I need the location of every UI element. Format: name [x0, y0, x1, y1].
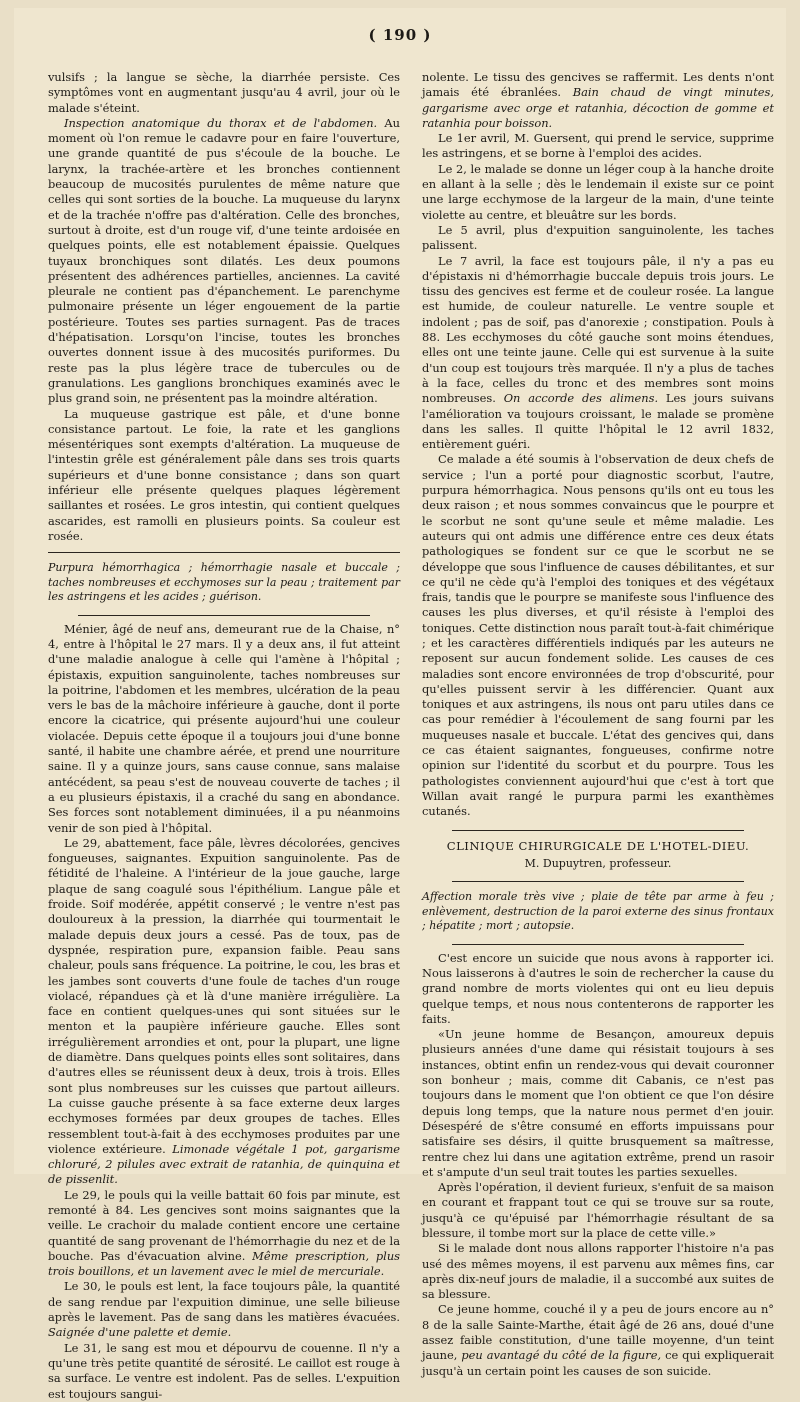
inline-italic: peu avantagé du côté de la figure,	[457, 1348, 662, 1363]
paragraph: vulsifs ; la langue se sèche, la diarrhée persiste. Ces symptômes vont en augmentant jusqu'au 4 avril, jour où le malade s'éteint.	[48, 70, 400, 115]
paragraph-text: Au moment où l'on remue le cadavre pour en faire l'ouverture, une grande quantité de pus s'écoule de la bouche. Le larynx, la trachée-artère et les bronches contiennent beaucoup de mucosités purulentes de même nature que celles qui sont sorties de la bouche. La muqueuse du larynx et de la trachée n'offre pas d'altération. Celle des bronches, surtout à droite, est d'un rouge vif, d'une teinte ardoisée en quelques points, elle est notablement épaissie. Quelques tuyaux bronchiques sont dilatés. Les deux poumons présentent des adhérences partielles, anciennes. La cavité pleurale ne contient pas d'épanchement. Le parenchyme pulmonaire présente un léger engouement de la partie postérieure. Toutes ses parties surnagent. Pas de traces d'hépatisation. Lorsqu'on l'incise, toutes les bronches ouvertes donnent issue à des mucosités puriformes. Du reste pas la plus légère trace de tubercules ou de granulations. Les ganglions bronchiques examinés avec le plus grand soin, ne présentent pas la moindre altération.	[48, 115, 400, 406]
paragraph-text: ce qui expliquerait jusqu'à un certain point les causes de son suicide.	[422, 1348, 774, 1378]
treatment: Même prescription, plus trois bouillons, et un lavement avec le miel de mercuriale.	[48, 1248, 400, 1279]
paragraph: Ménier, âgé de neuf ans, demeurant rue de la Chaise, n° 4, entre à l'hôpital le 27 mars. Il y a deux ans, il fut atteint d'une maladie analogue à celle qui l'amène à l'hôpital ; épistaxis, expuition sanguinolente, taches nombreuses sur la poitrine, l'abdomen et les membres, ulcération de la peau vers le bas de la mâchoire inférieure à gauche, dont il porte encore la cicatrice, qui présente aujourd'hui une couleur violacée. Depuis cette époque il a toujours joui d'une bonne santé, il habite une chambre aérée, et prend une nourriture saine. Il y a quinze jours, sans cause connue, sans malaise antécédent, sa peau s'est de nouveau couverte de taches ; il a eu plusieurs épistaxis, il a craché du sang en abondance. Ses forces sont notablement diminuées, il a pu néanmoins venir de son pied à l'hôpital.	[48, 621, 400, 835]
case-summary: Purpura hémorrhagica ; hémorrhagie nasale et buccale ; taches nombreuses et ecchymoses sur la peau ; traitement par les astringens et les acides ; guérison.	[48, 561, 400, 604]
right-column	[422, 70, 775, 1378]
paragraph-text: Le 30, le pouls est lent, la face toujours pâle, la quantité de sang rendue par l'expuition diminue, une selle bilieuse après le lavement. Pas de sang dans les matières évacuées.	[48, 1279, 400, 1325]
paragraph: Si le malade dont nous allons rapporter l'histoire n'a pas usé des mêmes moyens, il est parvenu aux mêmes fins, car après dix-neuf jours de maladie, il a succombé aux suites de sa blessure.	[422, 1241, 774, 1302]
section-title: CLINIQUE CHIRURGICALE DE L'HOTEL-DIEU.	[446, 838, 750, 853]
paragraph	[422, 1302, 774, 1378]
paragraph	[48, 1279, 400, 1340]
page	[14, 8, 786, 1401]
paragraph-text: Ce jeune homme, couché il y a peu de jours encore au n° 8 de la salle Sainte-Marthe, était âgé de 26 ans, doué d'une assez faible constitution, d'une taille moyenne, d'un teint jaune,	[422, 1302, 774, 1363]
treatment: Limonade végétale 1 pot, gargarisme chloruré, 2 pilules avec extrait de ratanhia, de quinquina et de pissenlit.	[48, 1141, 400, 1187]
inline-heading: Inspection anatomique du thorax et de l'abdomen.	[64, 115, 378, 130]
treatment: Saignée d'une palette et demie.	[48, 1325, 232, 1340]
paragraph: C'est encore un suicide que nous avons à rapporter ici. Nous laisserons à d'autres le soin de rechercher la cause du grand nombre de morts violentes qui ont eu lieu depuis quelque temps, et nous nous contenterons de rapporter les faits.	[422, 950, 774, 1026]
paragraph: «Un jeune homme de Besançon, amoureux depuis plusieurs années d'une dame qui résistait toujours à ses instances, obtint enfin un rendez-vous qui devait couronner son bonheur ; mais, comme dit Cabanis, ce n'est pas toujours dans le moment que l'on obtient ce que l'on désire depuis long temps, que la nature nous permet d'en jouir. Désespéré de s'être consumé en efforts impuissans pour satisfaire ses désirs, il quitte brusquement sa maîtresse, rentre chez lui dans une agitation extrême, prend un rasoir et s'ampute d'un seul trait toutes les parties sexuelles.	[422, 1027, 774, 1179]
paragraph	[48, 836, 400, 1188]
paragraph: Le 31, le sang est mou et dépourvu de couenne. Il n'y a qu'une très petite quantité de sérosité. Le caillot est rouge à sa surface. Le ventre est indolent. Pas de selles. L'expuition est toujours sangui-	[48, 1340, 400, 1401]
divider	[452, 881, 744, 882]
paragraph	[422, 70, 774, 131]
paragraph: Le 5 avril, plus d'expuition sanguinolente, les taches palissent.	[422, 222, 774, 253]
paragraph-text: nolente. Le tissu des gencives se raffermit. Les dents n'ont jamais été ébranlées.	[422, 70, 774, 100]
treatment: Bain chaud de vingt minutes, gargarisme avec orge et ratanhia, décoction de gomme et ratanhia pour boisson.	[422, 85, 775, 130]
divider	[452, 944, 744, 945]
paragraph	[48, 1188, 400, 1280]
page-number: ( 190 )	[368, 26, 432, 44]
paragraph-text: Le 7 avril, la face est toujours pâle, il n'y a pas eu d'épistaxis ni d'hémorrhagie buccale depuis trois jours. Le tissu des gencives est ferme et de couleur rosée. La langue est humide, de couleur naturelle. Le ventre souple et indolent ; pas de soif, pas d'anorexie ; constipation. Pouls à 88. Les ecchymoses du côté gauche sont moins étendues, elles ont une teinte jaune. Celle qui est survenue à la suite d'un coup est toujours très marquée. Il n'y a plus de taches à la face, celles du tronc et des membres sont moins nombreuses.	[422, 253, 774, 406]
divider	[78, 615, 370, 616]
left-column	[48, 70, 400, 1401]
divider	[48, 552, 400, 553]
paragraph-text: Le 29, le pouls qui la veille battait 60 fois par minute, est remonté à 84. Les gencives sont moins saignantes que la veille. Le crachoir du malade contient encore une certaine quantité de sang provenant de l'hémorrhagie du nez et de la bouche. Pas d'évacuation alvine.	[48, 1187, 400, 1263]
divider	[452, 830, 744, 831]
paragraph: Après l'opération, il devient furieux, s'enfuit de sa maison en courant et frappant tout ce qui se trouve sur sa route, jusqu'à ce qu'épuisé par l'hémorrhagie résultant de sa blessure, il tombe mort sur la place de cette ville.»	[422, 1180, 774, 1240]
paragraph	[48, 116, 400, 407]
paragraph: Le 1er avril, M. Guersent, qui prend le service, supprime les astringens, et se borne à l'emploi des acides.	[422, 131, 774, 161]
paragraph	[422, 254, 774, 453]
paragraph: Le 2, le malade se donne un léger coup à la hanche droite en allant à la selle ; dès le lendemain il existe sur ce point une large ecchymose de la largeur de la main, d'une teinte violette au centre, et bleuâtre sur les bords.	[422, 161, 774, 222]
case-summary: Affection morale très vive ; plaie de tête par arme à feu ; enlèvement, destruction de la paroi externe des sinus frontaux ; hépatite ; mort ; autopsie.	[422, 890, 774, 933]
paragraph-text: Les jours suivans l'amélioration va toujours croissant, le malade se promène dans les salles. Il quitte l'hôpital le 12 avril 1832, entièrement guéri.	[422, 391, 774, 452]
paragraph: La muqueuse gastrique est pâle, et d'une bonne consistance partout. Le foie, la rate et les ganglions mésentériques sont exempts d'altération. La muqueuse de l'intestin grêle est généralement pâle dans ses trois quarts supérieurs et d'une bonne consistance ; dans son quart inférieur elle présente quelques plaques légèrement saillantes et rosées. Le gros intestin, qui contient quelques ascarides, est ramolli en plusieurs points. Sa couleur est rosée.	[48, 406, 400, 543]
treatment: On accorde des alimens.	[503, 391, 659, 406]
paragraph: Ce malade a été soumis à l'observation de deux chefs de service ; l'un a porté pour diagnostic scorbut, l'autre, purpura hémorrhagica. Nous pensons qu'ils ont eu tous les deux raison ; et nous sommes convaincus que le pourpre et le scorbut ne sont qu'une seule et même maladie. Les auteurs qui ont admis une différence entre ces deux états pathologiques se fondent sur ce que le scorbut ne se développe que sous l'influence de causes débilitantes, et sur ce qu'il ne cède qu'à l'emploi des toniques et des végétaux frais, tandis que le pourpre se manifeste sous l'influence des causes les plus diverses, et qu'il résiste à l'emploi des toniques. Cette distinction nous paraît tout-à-fait chimérique ; et les caractères différentiels indiqués par les auteurs ne reposent sur aucun fondement solide. Les causes de ces maladies sont encore environnées de trop d'obscurité, pour qu'elles puissent servir à les différencier. Quant aux toniques et aux astringens, ils nous ont paru utiles dans ce cas pour remédier à l'écoulement de sang fourni par les muqueuses nasale et buccale. L'état des gencives qui, dans ce cas étaient saignantes, fongueuses, confirme notre opinion sur l'identité du scorbut et du pourpre. Tous les pathologistes conviennent aujourd'hui que c'est à tort que Willan avait rangé le purpura parmi les exanthèmes cutanés.	[422, 452, 774, 819]
author: M. Dupuytren, professeur.	[524, 856, 672, 870]
paragraph-text: Le 29, abattement, face pâle, lèvres décolorées, gencives fongueuses, saignantes. Expuition sanguinolente. Pas de fétidité de l'haleine. A l'intérieur de la joue gauche, large plaque de sang coagulé sous l'épithélium. Langue pâle et froide. Soif modérée, appétit conservé ; le ventre n'est pas douloureux à la pression, la diarrhée qui tourmentait le malade depuis deux jours a cessé. Pas de toux, pas de dyspnée, respiration pure, expansion faible. Peau sans chaleur, pouls sans fréquence. La poitrine, le cou, les bras et les jambes sont couverts d'une foule de taches d'un rouge violacé, répandues çà et là d'une manière irrégulière. La face en contient quelques-unes qui sont situées sur le menton et la paupière inférieure gauche. Elles sont irrégulièrement arrondies et ont, pour la plupart, une ligne de diamètre. Dans quelques points elles sont solitaires, dans d'autres elles se réunissent deux à deux, trois à trois. Elles sont plus nombreuses sur les cuisses que partout ailleurs. La cuisse gauche présente à sa face externe deux larges ecchymoses formées par deux groupes de taches. Elles ressemblent tout-à-fait à des ecchymoses produites par une violence extérieure.	[48, 835, 400, 1156]
